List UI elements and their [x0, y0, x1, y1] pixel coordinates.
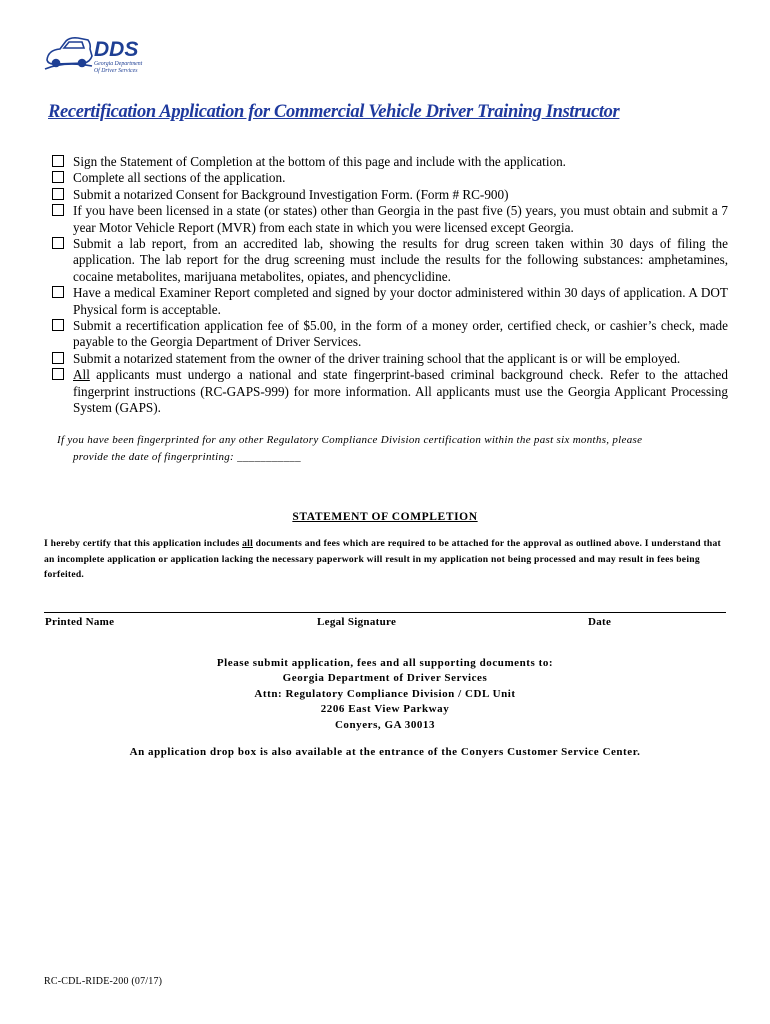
fingerprint-note-line1: If you have been fingerprinted for any other Regulatory Compliance Division certification within the past six months, please [57, 434, 643, 446]
checkbox[interactable] [52, 188, 64, 200]
checklist-item [52, 203, 728, 236]
logo-subtext-1: Georgia Department [94, 61, 143, 67]
checkbox[interactable] [52, 368, 64, 380]
page-title: Recertification Application for Commercial Vehicle Driver Training Instructor [48, 102, 620, 122]
checkbox[interactable] [52, 155, 64, 167]
checklist-item-text: Submit a recertification application fee of $5.00, in the form of a money order, certified check, or cashier’s check, made payable to the Georgia Department of Driver Services. [73, 318, 728, 350]
fingerprint-note [57, 432, 717, 465]
address-street: 2206 East View Parkway [320, 703, 450, 716]
dropbox-note: An application drop box is also available at the entrance of the Conyers Customer Service Center. [129, 746, 641, 758]
checkbox[interactable] [52, 286, 64, 298]
address-intro: Please submit application, fees and all supporting documents to: [216, 657, 554, 669]
logo-text: DDS [94, 38, 139, 61]
checklist-item-text: Submit a notarized statement from the owner of the driver training school that the applicant is or will be employed. [73, 350, 681, 366]
logo-subtext-2: Of Driver Services [94, 68, 138, 74]
checklist-item-text: Sign the Statement of Completion at the bottom of this page and include with the application. [73, 154, 566, 169]
certification-text-emphasis: all [242, 538, 253, 549]
checklist-item-text: Complete all sections of the application. [73, 170, 286, 186]
checklist-item [52, 285, 728, 318]
checklist-item-text: Submit a lab report, from an accredited lab, showing the results for drug screen taken within 30 days of filing the application. The lab report for the drug screening must include the results for the following substances: amphetamines, cocaine metabolites, marijuana metabolites, opiates, and phencyclidine. [73, 236, 728, 284]
checkbox[interactable] [52, 319, 64, 331]
checklist-item-emphasis: All [73, 367, 90, 383]
checkbox[interactable] [52, 204, 64, 216]
mailing-address [0, 656, 770, 733]
date-label: Date [588, 616, 612, 628]
checklist-item [52, 318, 728, 351]
fingerprint-date-field[interactable]: provide the date of fingerprinting: ___________ [73, 450, 301, 463]
requirements-checklist [52, 154, 728, 417]
car-icon [45, 38, 92, 69]
checkbox[interactable] [52, 352, 64, 364]
address-org: Georgia Department of Driver Services [282, 672, 488, 685]
checklist-item-text: applicants must undergo a national and state fingerprint-based criminal background check. Refer to the attached fingerprint instructions (RC-GAPS-999) for more information. All applicants must use the Georgia Applicant Processing System (GAPS). [73, 367, 728, 416]
checkbox[interactable] [52, 171, 64, 183]
checklist-item-text: Submit a notarized Consent for Background Investigation Form. (Form # RC-900) [73, 186, 509, 202]
statement-heading: STATEMENT OF COMPLETION [292, 511, 478, 523]
address-attn: Attn: Regulatory Compliance Division / CDL Unit [254, 687, 516, 700]
legal-signature-label: Legal Signature [317, 616, 397, 628]
dds-logo [44, 32, 154, 78]
certification-text-part: documents and fees which are required to be attached for the approval as outlined above. I understand that an incomplete application or application lacking the necessary paperwork will result in my application not being processed and may result in fees being forfeited. [44, 538, 722, 581]
address-city: Conyers, GA 30013 [334, 718, 436, 731]
checklist-item [52, 170, 728, 186]
signature-line[interactable] [44, 612, 726, 613]
certification-text-part: I hereby certify that this application includes [44, 538, 243, 549]
checklist-item-text: If you have been licensed in a state (or states) other than Georgia in the past five (5) years, you must obtain and submit a 7 year Motor Vehicle Report (MVR) from each state in which you were licensed except Georgia. [73, 203, 728, 235]
checkbox[interactable] [52, 237, 64, 249]
checklist-item-text: Have a medical Examiner Report completed and signed by your doctor administered within 30 days of application. A DOT Physical form is acceptable. [73, 285, 728, 317]
checklist-item [52, 367, 728, 416]
checklist-item [52, 351, 728, 367]
checklist-item [52, 154, 728, 170]
printed-name-label: Printed Name [45, 616, 115, 628]
certification-text [44, 536, 728, 583]
checklist-item [52, 187, 728, 203]
checklist-item [52, 236, 728, 285]
form-number: RC-CDL-RIDE-200 (07/17) [44, 976, 163, 987]
